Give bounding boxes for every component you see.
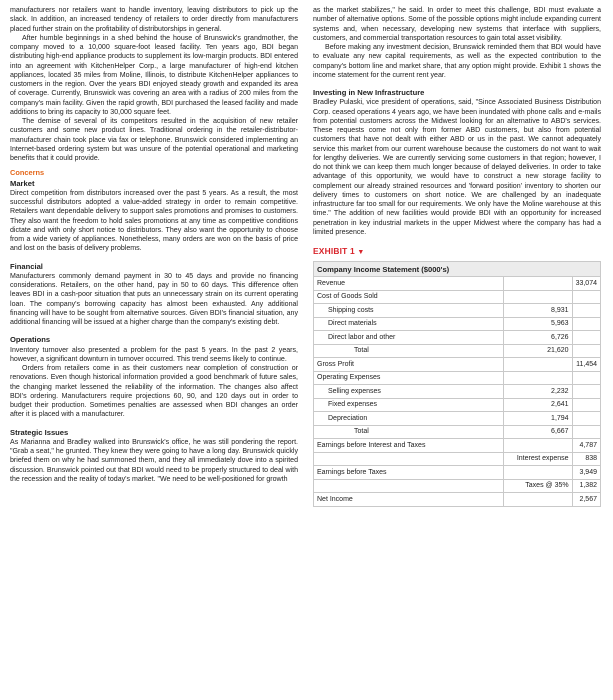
row-total — [572, 398, 600, 412]
row-total: 11,454 — [572, 358, 600, 372]
row-subtotal: 1,794 — [503, 412, 572, 426]
continuation-paragraph: as the market stabilizes," he said. In order to meet this challenge, BDI must evaluate a number of alternative options. Some of the possible options might include expanding current systems and, when necessary, developing new systems that interface with suppliers, customers, and commercial transportation resources to gain total asset visibility. — [313, 7, 601, 42]
financial-paragraph: Manufacturers commonly demand payment in 30 to 45 days and provide no financing considerations. Retailers, on the other hand, pay in 50 to 60 days. This difference often leaves BDI in a cash-poor situation that puts an unnecessary strain on its current operating loan. The company's borrowing capacity has almost been exhausted. Any additional financing will have to be sought from alternative sources. Given BDI's financial situation, any additional financing will be issued at a higher charge than the company's existing debt. — [10, 272, 298, 326]
row-label: Earnings before Interest and Taxes — [314, 439, 504, 453]
investment-paragraph: Before making any investment decision, Brunswick reminded them that BDI would have to evaluate any new capital requirements, as well as the expected contribution to the company's bottom line and market share, that any option might provide. Exhibit 1 shows the income statement for the current rent year. — [313, 44, 601, 79]
table-row — [314, 466, 601, 480]
table-title: Company Income Statement ($000's) — [314, 262, 601, 277]
row-total: 4,787 — [572, 439, 600, 453]
row-subtotal — [503, 371, 572, 385]
history-paragraph: After humble beginnings in a shed behind the house of Brunswick's grandmother, the company moved to a 10,000 square-foot leased facility. Ten years ago, BDI began distributing high-end appliance products to supplement its low-margin products. BDI entered into an agreement with KitchenHelper Corp., a large manufacturer of high-end kitchen appliances, located 35 miles from Moline, Illinois, to distribute KitchenHelper appliances to customers in the region. Over the years BDI enjoyed steady growth and expanded its area of coverage. Currently, Brunswick was covering an area with a radius of 200 miles from the company's main facility. Given the rapid growth, BDI purchased the leased facility and made additions to bring its capacity to 30,000 square feet. — [10, 34, 298, 116]
table-row — [314, 304, 601, 318]
row-subtotal — [503, 466, 572, 480]
table-row — [314, 371, 601, 385]
row-label: Cost of Goods Sold — [314, 290, 504, 304]
row-total — [572, 344, 600, 358]
row-subtotal: Interest expense — [503, 452, 572, 466]
row-subtotal: Taxes @ 35% — [503, 479, 572, 493]
row-subtotal: 21,620 — [503, 344, 572, 358]
row-label: Direct labor and other — [314, 331, 504, 345]
row-total — [572, 385, 600, 399]
row-label: Shipping costs — [314, 304, 504, 318]
operations-paragraph-2: Orders from retailers come in as their customers near completion of construction or renovations. Even though historical information provided a good benchmark of future sales, the changing market lessened the reliability of the information. The changes also affect BDI's ordering. Manufacturers require projections 60, 90, and 120 days out in order to budget their production. Sometimes penalties are assessed when BDI changes an order after it is placed with a manufacturer. — [10, 365, 298, 419]
row-label: Total — [314, 344, 504, 358]
table-row — [314, 398, 601, 412]
exhibit-label: EXHIBIT 1 — [313, 246, 355, 256]
row-label: Net Income — [314, 493, 504, 507]
operations-heading: Operations — [10, 335, 51, 345]
row-total — [572, 331, 600, 345]
row-subtotal — [503, 358, 572, 372]
table-row — [314, 277, 601, 291]
row-subtotal — [503, 493, 572, 507]
row-label: Fixed expenses — [314, 398, 504, 412]
table-row — [314, 412, 601, 426]
concerns-heading: Concerns — [10, 168, 45, 178]
row-total — [572, 412, 600, 426]
triangle-down-icon: ▼ — [357, 249, 365, 256]
row-label: Earnings before Taxes — [314, 466, 504, 480]
row-total — [572, 371, 600, 385]
row-total: 3,949 — [572, 466, 600, 480]
row-subtotal — [503, 277, 572, 291]
row-subtotal: 6,726 — [503, 331, 572, 345]
row-subtotal: 5,963 — [503, 317, 572, 331]
row-label: Depreciation — [314, 412, 504, 426]
left-column — [10, 6, 298, 484]
intro-paragraph: manufacturers nor retailers want to handle inventory, leaving distributors to pick up the slack. In addition, an increased tendency of retailers to order directly from manufacturers placed further strain on the profitability of distributorships in general. — [10, 7, 298, 33]
strategic-heading: Strategic Issues — [10, 427, 69, 437]
row-total: 2,567 — [572, 493, 600, 507]
table-row — [314, 439, 601, 453]
row-label — [314, 479, 504, 493]
row-label: Total — [314, 425, 504, 439]
table-row — [314, 425, 601, 439]
operations-paragraph-1: Inventory turnover also presented a problem for the past 5 years. In the past 2 years, however, a significant downturn in turnover occurred. This trend seems likely to continue. — [10, 346, 298, 363]
row-label: Gross Profit — [314, 358, 504, 372]
row-label: Selling expenses — [314, 385, 504, 399]
demise-paragraph: The demise of several of its competitors resulted in the acquisition of new retailer customers and some new product lines. Traditional ordering in the retailer-distributor-manufacturer chain took place via fax or telephone. Brunswick considered implementing an Internet-based ordering system but was unsure of the potential operational and marketing benefits that it could provide. — [10, 118, 298, 162]
table-row — [314, 479, 601, 493]
row-total: 1,382 — [572, 479, 600, 493]
market-heading: Market — [10, 178, 35, 188]
strategic-paragraph: As Marianna and Bradley walked into Brunswick's office, he was still pondering the report. "Grab a seat," he grunted. They knew they were going to have a long day. Brunswick quickly briefed them on why he had summoned them, and they all immediately dove into a spirited discussion. Brunswick pointed out that BDI would need to be properly structured to deal with the recession and the reality of today's market. "We need to be well-positioned for growth — [10, 438, 298, 483]
table-header-row — [314, 262, 601, 277]
row-total — [572, 317, 600, 331]
table-row — [314, 317, 601, 331]
row-subtotal — [503, 290, 572, 304]
row-label: Operating Expenses — [314, 371, 504, 385]
exhibit-title — [313, 247, 601, 257]
table-row — [314, 452, 601, 466]
income-statement-table — [313, 261, 601, 507]
table-row — [314, 385, 601, 399]
right-column — [313, 6, 601, 507]
row-total — [572, 290, 600, 304]
table-row — [314, 493, 601, 507]
row-subtotal: 2,232 — [503, 385, 572, 399]
row-subtotal: 2,641 — [503, 398, 572, 412]
row-total: 838 — [572, 452, 600, 466]
row-total: 33,074 — [572, 277, 600, 291]
row-total — [572, 304, 600, 318]
row-subtotal: 8,931 — [503, 304, 572, 318]
table-row — [314, 290, 601, 304]
row-total — [572, 425, 600, 439]
row-label: Revenue — [314, 277, 504, 291]
market-paragraph: Direct competition from distributors increased over the past 5 years. As a result, the most successful distributors adopted a value-added strategy in order to remain competitive. Retailers want dependable delivery to support sales promotions and promises to customers. They also want the freedom to hold sales promotions at any time as competitive conditions dictate and with only short notice to distributors. They also want the opportunity to choose from a wide variety of appliances. Nonetheless, many orders are won on the basis of price and lost on the basis of delivery problems. — [10, 189, 298, 253]
row-subtotal — [503, 439, 572, 453]
investing-heading: Investing in New Infrastructure — [313, 88, 425, 97]
financial-heading: Financial — [10, 261, 43, 271]
table-row — [314, 331, 601, 345]
investing-paragraph: Bradley Pulaski, vice president of operations, said, "Since Associated Business Distribution Corp. ceased operations 4 years ago, we have been inundated with phone calls and e-mails from potential customers across the Midwest looking for an alternative to ABD's services. These requests come not only from former ABD customers, but also from potential customers that have not dealt with either ABD or us in the past. We cannot adequately service this market from our current warehouse because the customers do not want to wait for lengthy deliveries. We are currently servicing some customers in that region; however, I do not think we can keep them much longer because of delayed deliveries. In order to take advantage of this opportunity, we would have to construct a new storage facility to complement our already strained resources and 'forward position' inventory to shorten our delivery times to customers on short notice. We are challenged by an inadequate infrastructure far too small for our requirements. We only have the Moline warehouse at this time." The addition of new facilities would provide BDI with an opportunity for increased penetration in key industrial markets in the upper Midwest where the company has had a limited presence. — [313, 99, 601, 236]
table-row — [314, 344, 601, 358]
row-label: Direct materials — [314, 317, 504, 331]
row-subtotal: 6,667 — [503, 425, 572, 439]
row-label — [314, 452, 504, 466]
table-row — [314, 358, 601, 372]
